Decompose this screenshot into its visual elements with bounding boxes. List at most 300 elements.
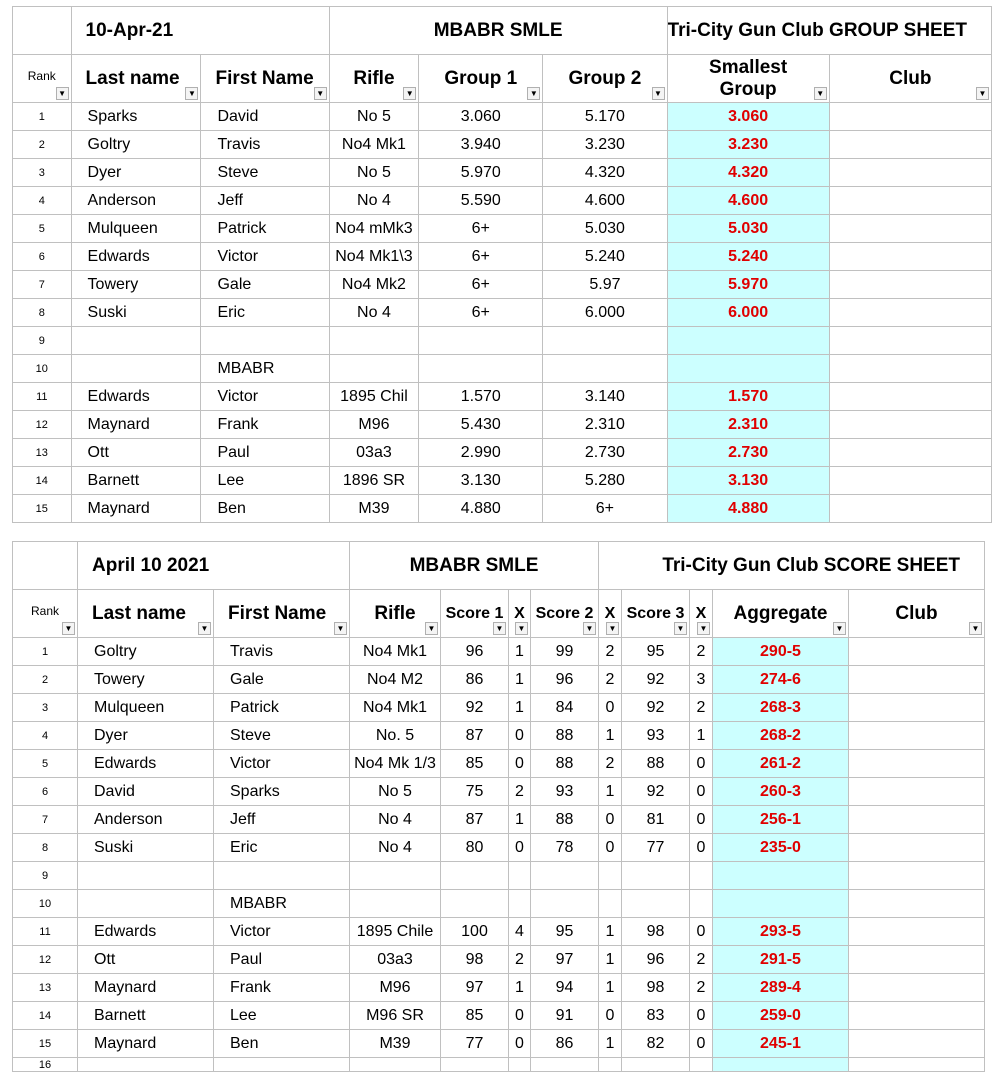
rifle-cell[interactable]: No4 Mk2 bbox=[329, 271, 418, 299]
header-club[interactable]: Club ▼ bbox=[849, 590, 985, 638]
rifle-cell[interactable] bbox=[329, 327, 418, 355]
score-2-cell[interactable]: 88 bbox=[531, 750, 599, 778]
header-aggregate[interactable]: Aggregate ▼ bbox=[713, 590, 849, 638]
rifle-cell[interactable]: No. 5 bbox=[350, 722, 441, 750]
x-2-cell[interactable]: 0 bbox=[599, 806, 622, 834]
aggregate-cell[interactable]: 235-0 bbox=[713, 834, 849, 862]
x-1-cell[interactable]: 0 bbox=[509, 1030, 531, 1058]
x-2-cell[interactable]: 1 bbox=[599, 778, 622, 806]
club-cell[interactable] bbox=[829, 271, 991, 299]
last-name-cell[interactable]: Edwards bbox=[71, 383, 201, 411]
club-cell[interactable] bbox=[849, 890, 985, 918]
score-3-cell[interactable]: 93 bbox=[622, 722, 690, 750]
last-name-cell[interactable]: Towery bbox=[78, 666, 214, 694]
header-smallest-group[interactable]: Smallest Group ▼ bbox=[667, 55, 829, 103]
score-2-cell[interactable]: 95 bbox=[531, 918, 599, 946]
x-1-cell[interactable]: 0 bbox=[509, 750, 531, 778]
rifle-cell[interactable] bbox=[329, 355, 418, 383]
dropdown-arrow-icon[interactable]: ▼ bbox=[527, 87, 540, 100]
header-x-2[interactable]: X ▼ bbox=[599, 590, 622, 638]
empty-cell[interactable] bbox=[441, 1058, 509, 1072]
smallest-group-cell[interactable]: 4.880 bbox=[667, 495, 829, 523]
last-name-cell[interactable]: Sparks bbox=[71, 103, 201, 131]
score-1-cell[interactable]: 75 bbox=[441, 778, 509, 806]
rifle-cell[interactable]: M96 SR bbox=[350, 1002, 441, 1030]
x-1-cell[interactable] bbox=[509, 862, 531, 890]
last-name-cell[interactable]: Suski bbox=[71, 299, 201, 327]
score-2-cell[interactable]: 88 bbox=[531, 722, 599, 750]
x-1-cell[interactable]: 4 bbox=[509, 918, 531, 946]
rank-cell[interactable]: 3 bbox=[13, 694, 78, 722]
x-1-cell[interactable]: 1 bbox=[509, 694, 531, 722]
rank-cell[interactable]: 4 bbox=[13, 187, 72, 215]
rifle-cell[interactable]: No 5 bbox=[350, 778, 441, 806]
first-name-cell[interactable]: David bbox=[201, 103, 329, 131]
score-2-cell[interactable]: 94 bbox=[531, 974, 599, 1002]
rank-cell[interactable]: 10 bbox=[13, 890, 78, 918]
last-name-cell[interactable]: Dyer bbox=[71, 159, 201, 187]
score-2-cell[interactable]: 97 bbox=[531, 946, 599, 974]
last-name-cell[interactable]: Anderson bbox=[71, 187, 201, 215]
dropdown-arrow-icon[interactable]: ▼ bbox=[515, 622, 528, 635]
score-3-cell[interactable]: 92 bbox=[622, 666, 690, 694]
rank-cell[interactable]: 12 bbox=[13, 411, 72, 439]
club-cell[interactable] bbox=[829, 411, 991, 439]
rifle-cell[interactable]: 1895 Chil bbox=[329, 383, 418, 411]
first-name-cell[interactable]: Victor bbox=[201, 383, 329, 411]
score-2-cell[interactable] bbox=[531, 890, 599, 918]
first-name-cell[interactable]: Ben bbox=[214, 1030, 350, 1058]
club-cell[interactable] bbox=[829, 383, 991, 411]
score-3-cell[interactable]: 96 bbox=[622, 946, 690, 974]
score-1-cell[interactable]: 96 bbox=[441, 638, 509, 666]
aggregate-cell[interactable]: 260-3 bbox=[713, 778, 849, 806]
header-score-2[interactable]: Score 2 ▼ bbox=[531, 590, 599, 638]
rank-cell[interactable]: 1 bbox=[13, 638, 78, 666]
last-name-cell[interactable]: Dyer bbox=[78, 722, 214, 750]
group-2-cell[interactable]: 5.280 bbox=[543, 467, 667, 495]
empty-cell[interactable] bbox=[622, 1058, 690, 1072]
header-score-3[interactable]: Score 3 ▼ bbox=[622, 590, 690, 638]
club-cell[interactable] bbox=[829, 495, 991, 523]
header-x-3[interactable]: X ▼ bbox=[690, 590, 713, 638]
score-3-cell[interactable]: 82 bbox=[622, 1030, 690, 1058]
club-cell[interactable] bbox=[849, 1030, 985, 1058]
header-last-name[interactable]: Last name ▼ bbox=[71, 55, 201, 103]
smallest-group-cell[interactable]: 5.240 bbox=[667, 243, 829, 271]
score-2-cell[interactable] bbox=[531, 862, 599, 890]
dropdown-arrow-icon[interactable]: ▼ bbox=[334, 622, 347, 635]
score-2-cell[interactable]: 84 bbox=[531, 694, 599, 722]
dropdown-arrow-icon[interactable]: ▼ bbox=[198, 622, 211, 635]
empty-cell[interactable] bbox=[849, 1058, 985, 1072]
rank-cell[interactable]: 9 bbox=[13, 862, 78, 890]
last-name-cell[interactable] bbox=[71, 355, 201, 383]
rifle-cell[interactable]: No4 Mk1 bbox=[329, 131, 418, 159]
score-3-cell[interactable]: 83 bbox=[622, 1002, 690, 1030]
group-2-cell[interactable]: 2.730 bbox=[543, 439, 667, 467]
smallest-group-cell[interactable]: 2.310 bbox=[667, 411, 829, 439]
rank-cell[interactable]: 13 bbox=[13, 439, 72, 467]
rank-cell[interactable]: 9 bbox=[13, 327, 72, 355]
group-1-cell[interactable]: 2.990 bbox=[419, 439, 543, 467]
score-3-cell[interactable]: 92 bbox=[622, 694, 690, 722]
rifle-cell[interactable]: No 4 bbox=[350, 834, 441, 862]
group-2-cell[interactable] bbox=[543, 327, 667, 355]
first-name-cell[interactable]: Frank bbox=[214, 974, 350, 1002]
first-name-cell[interactable]: Lee bbox=[201, 467, 329, 495]
last-name-cell[interactable]: Suski bbox=[78, 834, 214, 862]
group-1-cell[interactable]: 3.130 bbox=[419, 467, 543, 495]
group-sheet-title[interactable]: Tri-City Gun Club GROUP SHEET bbox=[667, 7, 992, 55]
x-2-cell[interactable]: 2 bbox=[599, 638, 622, 666]
score-sheet-match[interactable]: MBABR SMLE bbox=[350, 542, 599, 590]
club-cell[interactable] bbox=[829, 439, 991, 467]
group-1-cell[interactable]: 6+ bbox=[419, 215, 543, 243]
first-name-cell[interactable]: MBABR bbox=[201, 355, 329, 383]
smallest-group-cell[interactable] bbox=[667, 327, 829, 355]
first-name-cell[interactable]: Paul bbox=[201, 439, 329, 467]
header-group-2[interactable]: Group 2 ▼ bbox=[543, 55, 667, 103]
rank-cell[interactable]: 6 bbox=[13, 243, 72, 271]
score-1-cell[interactable] bbox=[441, 890, 509, 918]
x-3-cell[interactable]: 0 bbox=[690, 778, 713, 806]
x-2-cell[interactable]: 1 bbox=[599, 974, 622, 1002]
group-2-cell[interactable]: 3.140 bbox=[543, 383, 667, 411]
dropdown-arrow-icon[interactable]: ▼ bbox=[606, 622, 619, 635]
dropdown-arrow-icon[interactable]: ▼ bbox=[62, 622, 75, 635]
x-3-cell[interactable]: 0 bbox=[690, 1030, 713, 1058]
x-2-cell[interactable]: 2 bbox=[599, 750, 622, 778]
x-2-cell[interactable]: 1 bbox=[599, 1030, 622, 1058]
group-1-cell[interactable]: 6+ bbox=[419, 243, 543, 271]
rank-cell[interactable]: 14 bbox=[13, 467, 72, 495]
club-cell[interactable] bbox=[849, 862, 985, 890]
group-1-cell[interactable]: 5.590 bbox=[419, 187, 543, 215]
club-cell[interactable] bbox=[829, 355, 991, 383]
score-1-cell[interactable]: 98 bbox=[441, 946, 509, 974]
rank-cell[interactable]: 2 bbox=[13, 131, 72, 159]
rank-cell[interactable]: 15 bbox=[13, 495, 72, 523]
score-2-cell[interactable]: 96 bbox=[531, 666, 599, 694]
club-cell[interactable] bbox=[829, 299, 991, 327]
rank-cell[interactable]: 8 bbox=[13, 299, 72, 327]
rifle-cell[interactable]: No4 mMk3 bbox=[329, 215, 418, 243]
score-3-cell[interactable]: 77 bbox=[622, 834, 690, 862]
club-cell[interactable] bbox=[849, 918, 985, 946]
x-3-cell[interactable]: 0 bbox=[690, 834, 713, 862]
rifle-cell[interactable]: No 4 bbox=[329, 299, 418, 327]
dropdown-arrow-icon[interactable]: ▼ bbox=[493, 622, 506, 635]
first-name-cell[interactable]: Lee bbox=[214, 1002, 350, 1030]
header-score-1[interactable]: Score 1 ▼ bbox=[441, 590, 509, 638]
aggregate-cell[interactable]: 274-6 bbox=[713, 666, 849, 694]
score-1-cell[interactable] bbox=[441, 862, 509, 890]
rifle-cell[interactable]: No4 M2 bbox=[350, 666, 441, 694]
first-name-cell[interactable]: Jeff bbox=[201, 187, 329, 215]
club-cell[interactable] bbox=[849, 750, 985, 778]
x-1-cell[interactable] bbox=[509, 890, 531, 918]
rank-cell[interactable]: 14 bbox=[13, 1002, 78, 1030]
x-1-cell[interactable]: 0 bbox=[509, 834, 531, 862]
dropdown-arrow-icon[interactable]: ▼ bbox=[425, 622, 438, 635]
rank-cell[interactable]: 7 bbox=[13, 271, 72, 299]
rifle-cell[interactable]: M96 bbox=[329, 411, 418, 439]
header-last-name[interactable]: Last name ▼ bbox=[78, 590, 214, 638]
rifle-cell[interactable]: No4 Mk1\3 bbox=[329, 243, 418, 271]
dropdown-arrow-icon[interactable]: ▼ bbox=[697, 622, 710, 635]
empty-cell[interactable] bbox=[214, 1058, 350, 1072]
x-3-cell[interactable]: 0 bbox=[690, 806, 713, 834]
last-name-cell[interactable]: Mulqueen bbox=[78, 694, 214, 722]
club-cell[interactable] bbox=[849, 722, 985, 750]
rank-cell[interactable]: 11 bbox=[13, 918, 78, 946]
score-1-cell[interactable]: 92 bbox=[441, 694, 509, 722]
club-cell[interactable] bbox=[829, 327, 991, 355]
aggregate-cell[interactable]: 291-5 bbox=[713, 946, 849, 974]
x-1-cell[interactable]: 2 bbox=[509, 946, 531, 974]
rifle-cell[interactable]: M39 bbox=[350, 1030, 441, 1058]
empty-cell[interactable] bbox=[713, 1058, 849, 1072]
group-2-cell[interactable]: 5.240 bbox=[543, 243, 667, 271]
first-name-cell[interactable]: Gale bbox=[201, 271, 329, 299]
group-2-cell[interactable]: 5.97 bbox=[543, 271, 667, 299]
rank-cell[interactable]: 4 bbox=[13, 722, 78, 750]
header-first-name[interactable]: First Name ▼ bbox=[214, 590, 350, 638]
empty-cell[interactable] bbox=[78, 1058, 214, 1072]
first-name-cell[interactable]: Patrick bbox=[214, 694, 350, 722]
group-1-cell[interactable]: 6+ bbox=[419, 271, 543, 299]
aggregate-cell[interactable]: 293-5 bbox=[713, 918, 849, 946]
club-cell[interactable] bbox=[829, 187, 991, 215]
x-2-cell[interactable]: 1 bbox=[599, 918, 622, 946]
score-3-cell[interactable] bbox=[622, 890, 690, 918]
smallest-group-cell[interactable]: 4.600 bbox=[667, 187, 829, 215]
aggregate-cell[interactable]: 268-2 bbox=[713, 722, 849, 750]
club-cell[interactable] bbox=[829, 215, 991, 243]
rifle-cell[interactable] bbox=[350, 862, 441, 890]
score-3-cell[interactable]: 95 bbox=[622, 638, 690, 666]
last-name-cell[interactable]: Anderson bbox=[78, 806, 214, 834]
group-2-cell[interactable]: 6+ bbox=[543, 495, 667, 523]
rifle-cell[interactable]: 03a3 bbox=[350, 946, 441, 974]
empty-cell[interactable] bbox=[509, 1058, 531, 1072]
last-name-cell[interactable]: Maynard bbox=[78, 1030, 214, 1058]
rank-cell[interactable]: 16 bbox=[13, 1058, 78, 1072]
header-x-1[interactable]: X ▼ bbox=[509, 590, 531, 638]
first-name-cell[interactable]: MBABR bbox=[214, 890, 350, 918]
first-name-cell[interactable]: Jeff bbox=[214, 806, 350, 834]
score-3-cell[interactable]: 98 bbox=[622, 974, 690, 1002]
aggregate-cell[interactable]: 290-5 bbox=[713, 638, 849, 666]
rifle-cell[interactable]: M39 bbox=[329, 495, 418, 523]
x-3-cell[interactable]: 0 bbox=[690, 750, 713, 778]
dropdown-arrow-icon[interactable]: ▼ bbox=[833, 622, 846, 635]
club-cell[interactable] bbox=[849, 694, 985, 722]
last-name-cell[interactable]: Maynard bbox=[71, 495, 201, 523]
aggregate-cell[interactable] bbox=[713, 862, 849, 890]
dropdown-arrow-icon[interactable]: ▼ bbox=[403, 87, 416, 100]
club-cell[interactable] bbox=[829, 467, 991, 495]
score-3-cell[interactable]: 88 bbox=[622, 750, 690, 778]
score-2-cell[interactable]: 91 bbox=[531, 1002, 599, 1030]
club-cell[interactable] bbox=[829, 243, 991, 271]
last-name-cell[interactable] bbox=[78, 862, 214, 890]
header-rifle[interactable]: Rifle ▼ bbox=[329, 55, 418, 103]
aggregate-cell[interactable]: 261-2 bbox=[713, 750, 849, 778]
last-name-cell[interactable]: Goltry bbox=[71, 131, 201, 159]
smallest-group-cell[interactable]: 6.000 bbox=[667, 299, 829, 327]
group-2-cell[interactable]: 5.030 bbox=[543, 215, 667, 243]
first-name-cell[interactable]: Eric bbox=[214, 834, 350, 862]
rank-cell[interactable]: 15 bbox=[13, 1030, 78, 1058]
x-3-cell[interactable]: 2 bbox=[690, 974, 713, 1002]
club-cell[interactable] bbox=[849, 778, 985, 806]
first-name-cell[interactable] bbox=[214, 862, 350, 890]
x-1-cell[interactable]: 0 bbox=[509, 722, 531, 750]
club-cell[interactable] bbox=[829, 131, 991, 159]
rifle-cell[interactable]: 1896 SR bbox=[329, 467, 418, 495]
group-sheet-date[interactable]: 10-Apr-21 bbox=[71, 7, 329, 55]
group-1-cell[interactable]: 5.970 bbox=[419, 159, 543, 187]
score-1-cell[interactable]: 87 bbox=[441, 806, 509, 834]
rank-cell[interactable]: 2 bbox=[13, 666, 78, 694]
rifle-cell[interactable]: No 5 bbox=[329, 159, 418, 187]
rifle-cell[interactable] bbox=[350, 890, 441, 918]
dropdown-arrow-icon[interactable]: ▼ bbox=[969, 622, 982, 635]
smallest-group-cell[interactable]: 3.230 bbox=[667, 131, 829, 159]
dropdown-arrow-icon[interactable]: ▼ bbox=[314, 87, 327, 100]
last-name-cell[interactable]: Ott bbox=[71, 439, 201, 467]
score-2-cell[interactable]: 86 bbox=[531, 1030, 599, 1058]
score-1-cell[interactable]: 97 bbox=[441, 974, 509, 1002]
dropdown-arrow-icon[interactable]: ▼ bbox=[185, 87, 198, 100]
score-3-cell[interactable]: 81 bbox=[622, 806, 690, 834]
x-3-cell[interactable]: 0 bbox=[690, 1002, 713, 1030]
first-name-cell[interactable]: Patrick bbox=[201, 215, 329, 243]
last-name-cell[interactable]: Mulqueen bbox=[71, 215, 201, 243]
first-name-cell[interactable]: Travis bbox=[201, 131, 329, 159]
x-3-cell[interactable]: 0 bbox=[690, 918, 713, 946]
header-rank[interactable]: Rank ▼ bbox=[13, 590, 78, 638]
rank-cell[interactable]: 3 bbox=[13, 159, 72, 187]
group-1-cell[interactable]: 4.880 bbox=[419, 495, 543, 523]
x-1-cell[interactable]: 1 bbox=[509, 666, 531, 694]
rifle-cell[interactable]: No 4 bbox=[350, 806, 441, 834]
rank-cell[interactable]: 8 bbox=[13, 834, 78, 862]
score-1-cell[interactable]: 85 bbox=[441, 750, 509, 778]
last-name-cell[interactable] bbox=[71, 327, 201, 355]
smallest-group-cell[interactable] bbox=[667, 355, 829, 383]
first-name-cell[interactable]: Steve bbox=[214, 722, 350, 750]
rank-cell[interactable]: 7 bbox=[13, 806, 78, 834]
rank-cell[interactable]: 5 bbox=[13, 215, 72, 243]
first-name-cell[interactable] bbox=[201, 327, 329, 355]
x-2-cell[interactable] bbox=[599, 862, 622, 890]
score-3-cell[interactable]: 92 bbox=[622, 778, 690, 806]
group-1-cell[interactable]: 3.060 bbox=[419, 103, 543, 131]
dropdown-arrow-icon[interactable]: ▼ bbox=[583, 622, 596, 635]
x-3-cell[interactable]: 3 bbox=[690, 666, 713, 694]
header-rifle[interactable]: Rifle ▼ bbox=[350, 590, 441, 638]
last-name-cell[interactable]: Edwards bbox=[71, 243, 201, 271]
rifle-cell[interactable]: M96 bbox=[350, 974, 441, 1002]
first-name-cell[interactable]: Victor bbox=[201, 243, 329, 271]
x-3-cell[interactable]: 1 bbox=[690, 722, 713, 750]
score-1-cell[interactable]: 77 bbox=[441, 1030, 509, 1058]
dropdown-arrow-icon[interactable]: ▼ bbox=[652, 87, 665, 100]
x-2-cell[interactable]: 0 bbox=[599, 694, 622, 722]
rank-cell[interactable]: 10 bbox=[13, 355, 72, 383]
group-1-cell[interactable]: 3.940 bbox=[419, 131, 543, 159]
rifle-cell[interactable]: 03a3 bbox=[329, 439, 418, 467]
x-2-cell[interactable]: 1 bbox=[599, 722, 622, 750]
last-name-cell[interactable]: Goltry bbox=[78, 638, 214, 666]
group-2-cell[interactable]: 2.310 bbox=[543, 411, 667, 439]
aggregate-cell[interactable]: 259-0 bbox=[713, 1002, 849, 1030]
rank-cell[interactable]: 6 bbox=[13, 778, 78, 806]
first-name-cell[interactable]: Victor bbox=[214, 750, 350, 778]
x-3-cell[interactable] bbox=[690, 862, 713, 890]
group-1-cell[interactable]: 1.570 bbox=[419, 383, 543, 411]
score-1-cell[interactable]: 86 bbox=[441, 666, 509, 694]
header-club[interactable]: Club ▼ bbox=[829, 55, 991, 103]
x-2-cell[interactable]: 0 bbox=[599, 1002, 622, 1030]
group-2-cell[interactable]: 6.000 bbox=[543, 299, 667, 327]
score-1-cell[interactable]: 100 bbox=[441, 918, 509, 946]
rifle-cell[interactable]: No 4 bbox=[329, 187, 418, 215]
x-1-cell[interactable]: 1 bbox=[509, 806, 531, 834]
score-1-cell[interactable]: 85 bbox=[441, 1002, 509, 1030]
last-name-cell[interactable]: Barnett bbox=[71, 467, 201, 495]
smallest-group-cell[interactable]: 1.570 bbox=[667, 383, 829, 411]
club-cell[interactable] bbox=[849, 1002, 985, 1030]
aggregate-cell[interactable]: 256-1 bbox=[713, 806, 849, 834]
last-name-cell[interactable]: Maynard bbox=[71, 411, 201, 439]
club-cell[interactable] bbox=[849, 946, 985, 974]
rifle-cell[interactable]: No4 Mk1 bbox=[350, 694, 441, 722]
smallest-group-cell[interactable]: 4.320 bbox=[667, 159, 829, 187]
rank-cell[interactable]: 5 bbox=[13, 750, 78, 778]
club-cell[interactable] bbox=[849, 638, 985, 666]
first-name-cell[interactable]: Paul bbox=[214, 946, 350, 974]
first-name-cell[interactable]: Sparks bbox=[214, 778, 350, 806]
group-2-cell[interactable]: 3.230 bbox=[543, 131, 667, 159]
club-cell[interactable] bbox=[849, 834, 985, 862]
empty-cell[interactable] bbox=[599, 1058, 622, 1072]
first-name-cell[interactable]: Eric bbox=[201, 299, 329, 327]
club-cell[interactable] bbox=[849, 666, 985, 694]
x-3-cell[interactable]: 2 bbox=[690, 946, 713, 974]
empty-cell[interactable] bbox=[350, 1058, 441, 1072]
last-name-cell[interactable]: Maynard bbox=[78, 974, 214, 1002]
club-cell[interactable] bbox=[849, 974, 985, 1002]
x-1-cell[interactable]: 0 bbox=[509, 1002, 531, 1030]
empty-cell[interactable] bbox=[531, 1058, 599, 1072]
group-sheet-match[interactable]: MBABR SMLE bbox=[329, 7, 667, 55]
first-name-cell[interactable]: Victor bbox=[214, 918, 350, 946]
aggregate-cell[interactable]: 268-3 bbox=[713, 694, 849, 722]
score-sheet-date[interactable]: April 10 2021 bbox=[78, 542, 350, 590]
header-group-1[interactable]: Group 1 ▼ bbox=[419, 55, 543, 103]
rank-cell[interactable]: 1 bbox=[13, 103, 72, 131]
group-1-cell[interactable]: 5.430 bbox=[419, 411, 543, 439]
club-cell[interactable] bbox=[829, 159, 991, 187]
smallest-group-cell[interactable]: 3.060 bbox=[667, 103, 829, 131]
smallest-group-cell[interactable]: 3.130 bbox=[667, 467, 829, 495]
last-name-cell[interactable]: Ott bbox=[78, 946, 214, 974]
first-name-cell[interactable]: Frank bbox=[201, 411, 329, 439]
